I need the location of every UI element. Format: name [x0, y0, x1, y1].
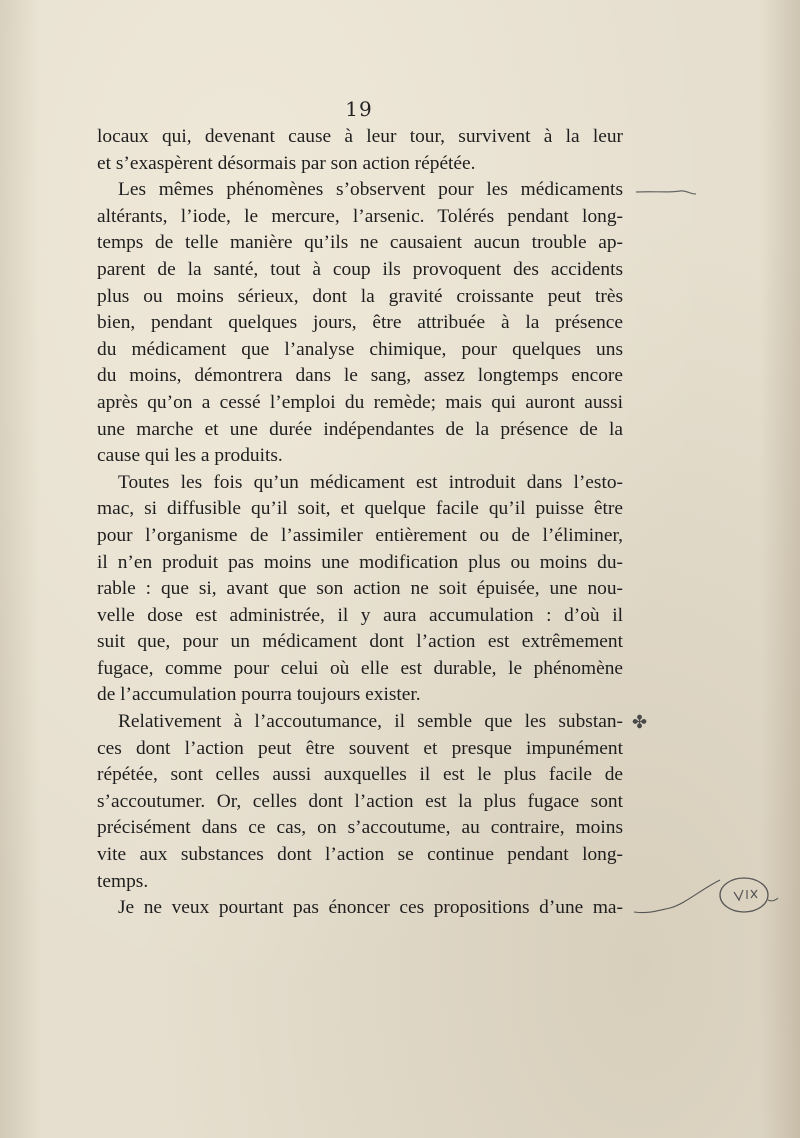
- text-line: Les mêmes phénomènes s’observent pour les médicaments: [118, 179, 623, 201]
- text-line: vite aux substances dont l’action se continue pendant long-: [97, 844, 623, 866]
- text-line: suit que, pour un médicament dont l’action est extrêmement: [97, 631, 623, 653]
- text-line: Relativement à l’accoutumance, il semble que les substan-: [118, 711, 623, 733]
- text-line: bien, pendant quelques jours, être attribuée à la présence: [97, 312, 623, 334]
- text-line: mac, si diffusible qu’il soit, et quelque facile qu’il puisse être: [97, 498, 623, 520]
- text-line: cause qui les a produits.: [97, 445, 283, 467]
- text-line: s’accoutumer. Or, celles dont l’action est la plus fugace sont: [97, 790, 623, 812]
- text-line: fugace, comme pour celui où elle est durable, le phénomène: [97, 657, 623, 679]
- text-line: temps de telle manière qu’ils ne causaient aucun trouble ap-: [97, 232, 623, 254]
- text-line: locaux qui, devenant cause à leur tour, survivent à la leur: [97, 126, 623, 147]
- text-line: répétée, sont celles aussi auxquelles il est le plus facile de: [97, 764, 623, 786]
- margin-stamp-mark: [630, 868, 780, 928]
- text-line: Je ne veux pourtant pas énoncer ces propositions d’une ma-: [118, 897, 623, 919]
- text-line: velle dose est administrée, il y aura accumulation : d’où il: [97, 604, 623, 626]
- page-number: 19: [345, 97, 373, 121]
- text-line: du médicament que l’analyse chimique, pour quelques uns: [97, 338, 623, 360]
- text-line: Toutes les fois qu’un médicament est introduit dans l’esto-: [118, 471, 623, 493]
- text-line: ces dont l’action peut être souvent et presque impunément: [97, 737, 623, 759]
- text-line: après qu’on a cessé l’emploi du remède; mais qui auront aussi: [97, 391, 623, 413]
- text-line: et s’exaspèrent désormais par son action répétée.: [97, 152, 476, 174]
- text-line: rable : que si, avant que son action ne soit épuisée, une nou-: [97, 578, 623, 600]
- text-line: de l’accumulation pourra toujours exister.: [97, 684, 421, 706]
- body-text: [97, 124, 623, 922]
- text-line: temps.: [97, 870, 149, 892]
- text-line: parent de la santé, tout à coup ils provoquent des accidents: [97, 258, 623, 280]
- margin-flourish-mark: ✤: [632, 712, 648, 733]
- text-line: pour l’organisme de l’assimiler entièrement ou de l’éliminer,: [97, 524, 623, 546]
- text-line: une marche et une durée indépendantes de la présence de la: [97, 418, 623, 440]
- text-line: il n’en produit pas moins une modification plus ou moins du-: [97, 551, 623, 573]
- margin-dash-mark: [634, 186, 698, 198]
- text-line: précisément dans ce cas, on s’accoutume, au contraire, moins: [97, 817, 623, 839]
- text-line: plus ou moins sérieux, dont la gravité croissante peut très: [97, 285, 623, 307]
- text-line: du moins, démontrera dans le sang, assez longtemps encore: [97, 365, 623, 387]
- text-line: altérants, l’iode, le mercure, l’arsenic. Tolérés pendant long-: [97, 205, 623, 227]
